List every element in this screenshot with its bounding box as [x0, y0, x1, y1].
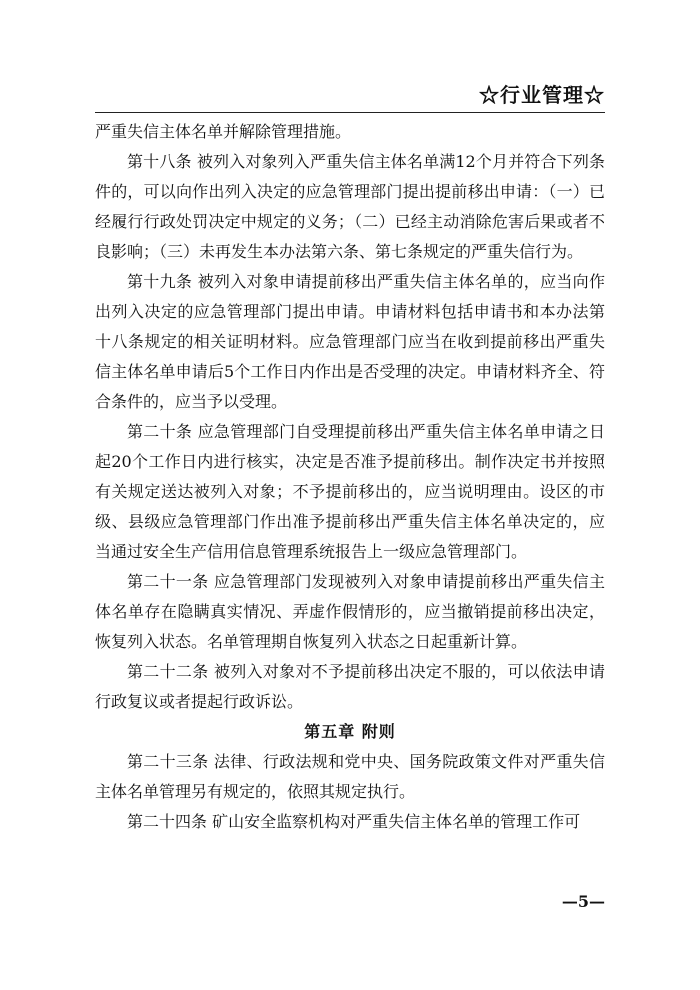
paragraph-continued: 严重失信主体名单并解除管理措施。 [95, 122, 352, 141]
article-19: 第十九条 被列入对象申请提前移出严重失信主体名单的，应当向作出列入决定的应急管理部门提出申请。申请材料包括申请书和本办法第十八条规定的相关证明材料。应急管理部门应当在收到提前移出严重失信主体名单申请后5个工作日内作出是否受理的决定。申请材料齐全、符合条件的，应当予以受理。 [95, 272, 605, 411]
article-24: 第二十四条 矿山安全监察机构对严重失信主体名单的管理工作可 [127, 812, 581, 831]
article-22: 第二十二条 被列入对象对不予提前移出决定不服的，可以依法申请行政复议或者提起行政诉讼。 [95, 662, 605, 711]
article-23: 第二十三条 法律、行政法规和党中央、国务院政策文件对严重失信主体名单管理另有规定的，依照其规定执行。 [95, 752, 605, 801]
article-18: 第十八条 被列入对象列入严重失信主体名单满12个月并符合下列条件的，可以向作出列入决定的应急管理部门提出提前移出申请：（一）已经履行行政处罚决定中规定的义务；（二）已经主动消除危害后果或者不良影响；（三）未再发生本办法第六条、第七条规定的严重失信行为。 [95, 152, 605, 261]
chapter-five-title: 第五章 附则 [304, 722, 396, 741]
page-number: —5— [561, 892, 605, 911]
header-title: ☆行业管理☆ [479, 83, 605, 107]
article-20: 第二十条 应急管理部门自受理提前移出严重失信主体名单申请之日起20个工作日内进行核实，决定是否准予提前移出。制作决定书并按照有关规定送达被列入对象；不予提前移出的，应当说明理由。设区的市级、县级应急管理部门作出准予提前移出严重失信主体名单决定的，应当通过安全生产信用信息管理系统报告上一级应急管理部门。 [95, 422, 605, 561]
article-21: 第二十一条 应急管理部门发现被列入对象申请提前移出严重失信主体名单存在隐瞒真实情况、弄虚作假情形的，应当撤销提前移出决定，恢复列入状态。名单管理期自恢复列入状态之日起重新计算。 [95, 572, 605, 651]
page-header [95, 78, 605, 113]
document-body [95, 117, 605, 837]
